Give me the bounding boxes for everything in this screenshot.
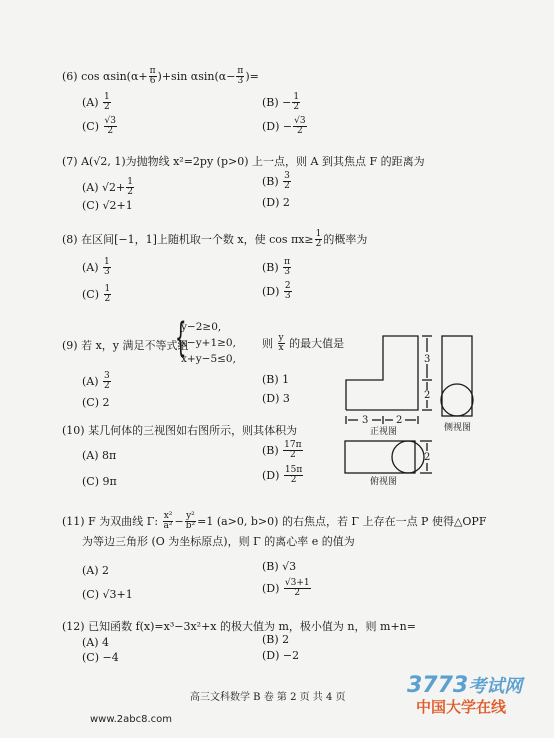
q6-stem: (6) cos αsin(α+ $\frac{\pi}{6}$ )+sin αsin(α− $\frac{\pi}{3}$ )= — [62, 66, 259, 87]
q7-option-c: (C) √2+1 — [82, 199, 133, 212]
q8-option-b: (B) $\frac{\pi}{3}$ — [262, 257, 291, 278]
q7-option-d: (D) 2 — [262, 196, 290, 209]
q6-option-a: (A) $\frac{1}{2}$ — [82, 92, 110, 113]
front-view-shape — [346, 336, 418, 410]
front-view-label: 正视图 — [370, 427, 398, 437]
top-view-shape — [345, 441, 415, 473]
q12-option-a: (A) 4 — [82, 636, 110, 649]
q11-stem-line-2: 为等边三角形 (O 为坐标原点)，则 Γ 的离心率 e 的值为 — [82, 535, 355, 548]
q6-option-c: (C) $\frac{√3}{2}$ — [82, 116, 116, 137]
q10-option-d: (D) $\frac{15\pi}{2}$ — [262, 465, 303, 486]
dim-2-horizontal: 2 — [396, 415, 403, 426]
q9-option-a: (A) $\frac{3}{2}$ — [82, 371, 110, 392]
q9-system-line-2: x−y+1≥0, — [181, 337, 236, 349]
dim-3-horizontal: 3 — [362, 415, 369, 426]
q12-stem: (12) 已知函数 f(x)=x³−3x²+x 的极大值为 m，极小值为 n，则 m+n= — [62, 620, 416, 633]
q11-option-c: (C) √3+1 — [82, 588, 133, 601]
q9-brace: { — [175, 315, 187, 361]
brand-logo-watermark: 3773考试网 — [407, 673, 523, 698]
q6-option-b: (B) − $\frac{1}{2}$ — [262, 92, 300, 113]
q9-option-d: (D) 3 — [262, 392, 290, 405]
q9-system-line-3: x+y−5≤0, — [181, 353, 236, 365]
q7-option-a: (A) √2+ $\frac{1}{2}$ — [82, 177, 133, 198]
q9-option-c: (C) 2 — [82, 396, 110, 409]
q8-option-d: (D) $\frac{2}{3}$ — [262, 281, 291, 302]
q11-option-b: (B) √3 — [262, 560, 297, 573]
side-view-shape — [442, 336, 472, 416]
q12-option-d: (D) −2 — [262, 649, 300, 662]
q10-stem: (10) 某几何体的三视图如右图所示，则其体积为 — [62, 424, 298, 437]
dim-2-vertical: 2 — [424, 390, 431, 401]
q12-option-b: (B) 2 — [262, 633, 290, 646]
dim-3-vertical: 3 — [424, 354, 431, 365]
q9-stem-prefix: (9) 若 x，y 满足不等式组 — [62, 339, 189, 352]
q8-option-c: (C) $\frac{1}{2}$ — [82, 284, 111, 305]
q11-option-a: (A) 2 — [82, 564, 110, 577]
brand-sub-watermark: 中国大学在线 — [416, 698, 507, 716]
q7-stem: (7) A(√2, 1)为抛物线 x²=2py (p>0) 上一点，则 A 到其焦点 F 的距离为 — [62, 155, 425, 168]
page-footer: 高三文科数学 B 卷 第 2 页 共 4 页 — [190, 692, 346, 703]
q8-stem: (8) 在区间[−1，1]上随机取一个数 x，使 cos πx≥ $\frac{1}{2}$ 的概率为 — [62, 229, 368, 250]
top-view-label: 俯视图 — [370, 477, 398, 487]
q11-stem-line-1: (11) F 为双曲线 Γ: $\frac{\text{x²}}{\text{a²}}$ − $\frac{\text{y²}}{\text{b²}}$ =1 (a>0, b>0) 的右焦点，若 Γ 上存在一点 P 使得△OPF — [62, 511, 487, 532]
q10-option-c: (C) 9π — [82, 475, 117, 488]
q11-option-d: (D) $\frac{√3+1}{2}$ — [262, 578, 310, 599]
dim-2-top-view: 2 — [424, 452, 431, 463]
q8-option-a: (A) $\frac{1}{3}$ — [82, 257, 110, 278]
q6-option-d: (D) − $\frac{√3}{2}$ — [262, 116, 306, 137]
q10-option-a: (A) 8π — [82, 449, 117, 462]
q12-option-c: (C) −4 — [82, 651, 119, 664]
q9-stem-suffix: 则 $\frac{y}{x}$ 的最大值是 — [262, 333, 345, 354]
q9-system-line-1: y−2≥0, — [181, 321, 222, 333]
q10-option-b: (B) $\frac{17\pi}{2}$ — [262, 440, 302, 461]
site-url-watermark: www.2abc8.com — [90, 714, 173, 725]
side-view-label: 侧视图 — [444, 423, 472, 433]
q9-option-b: (B) 1 — [262, 373, 290, 386]
q7-option-b: (B) $\frac{3}{2}$ — [262, 171, 290, 192]
